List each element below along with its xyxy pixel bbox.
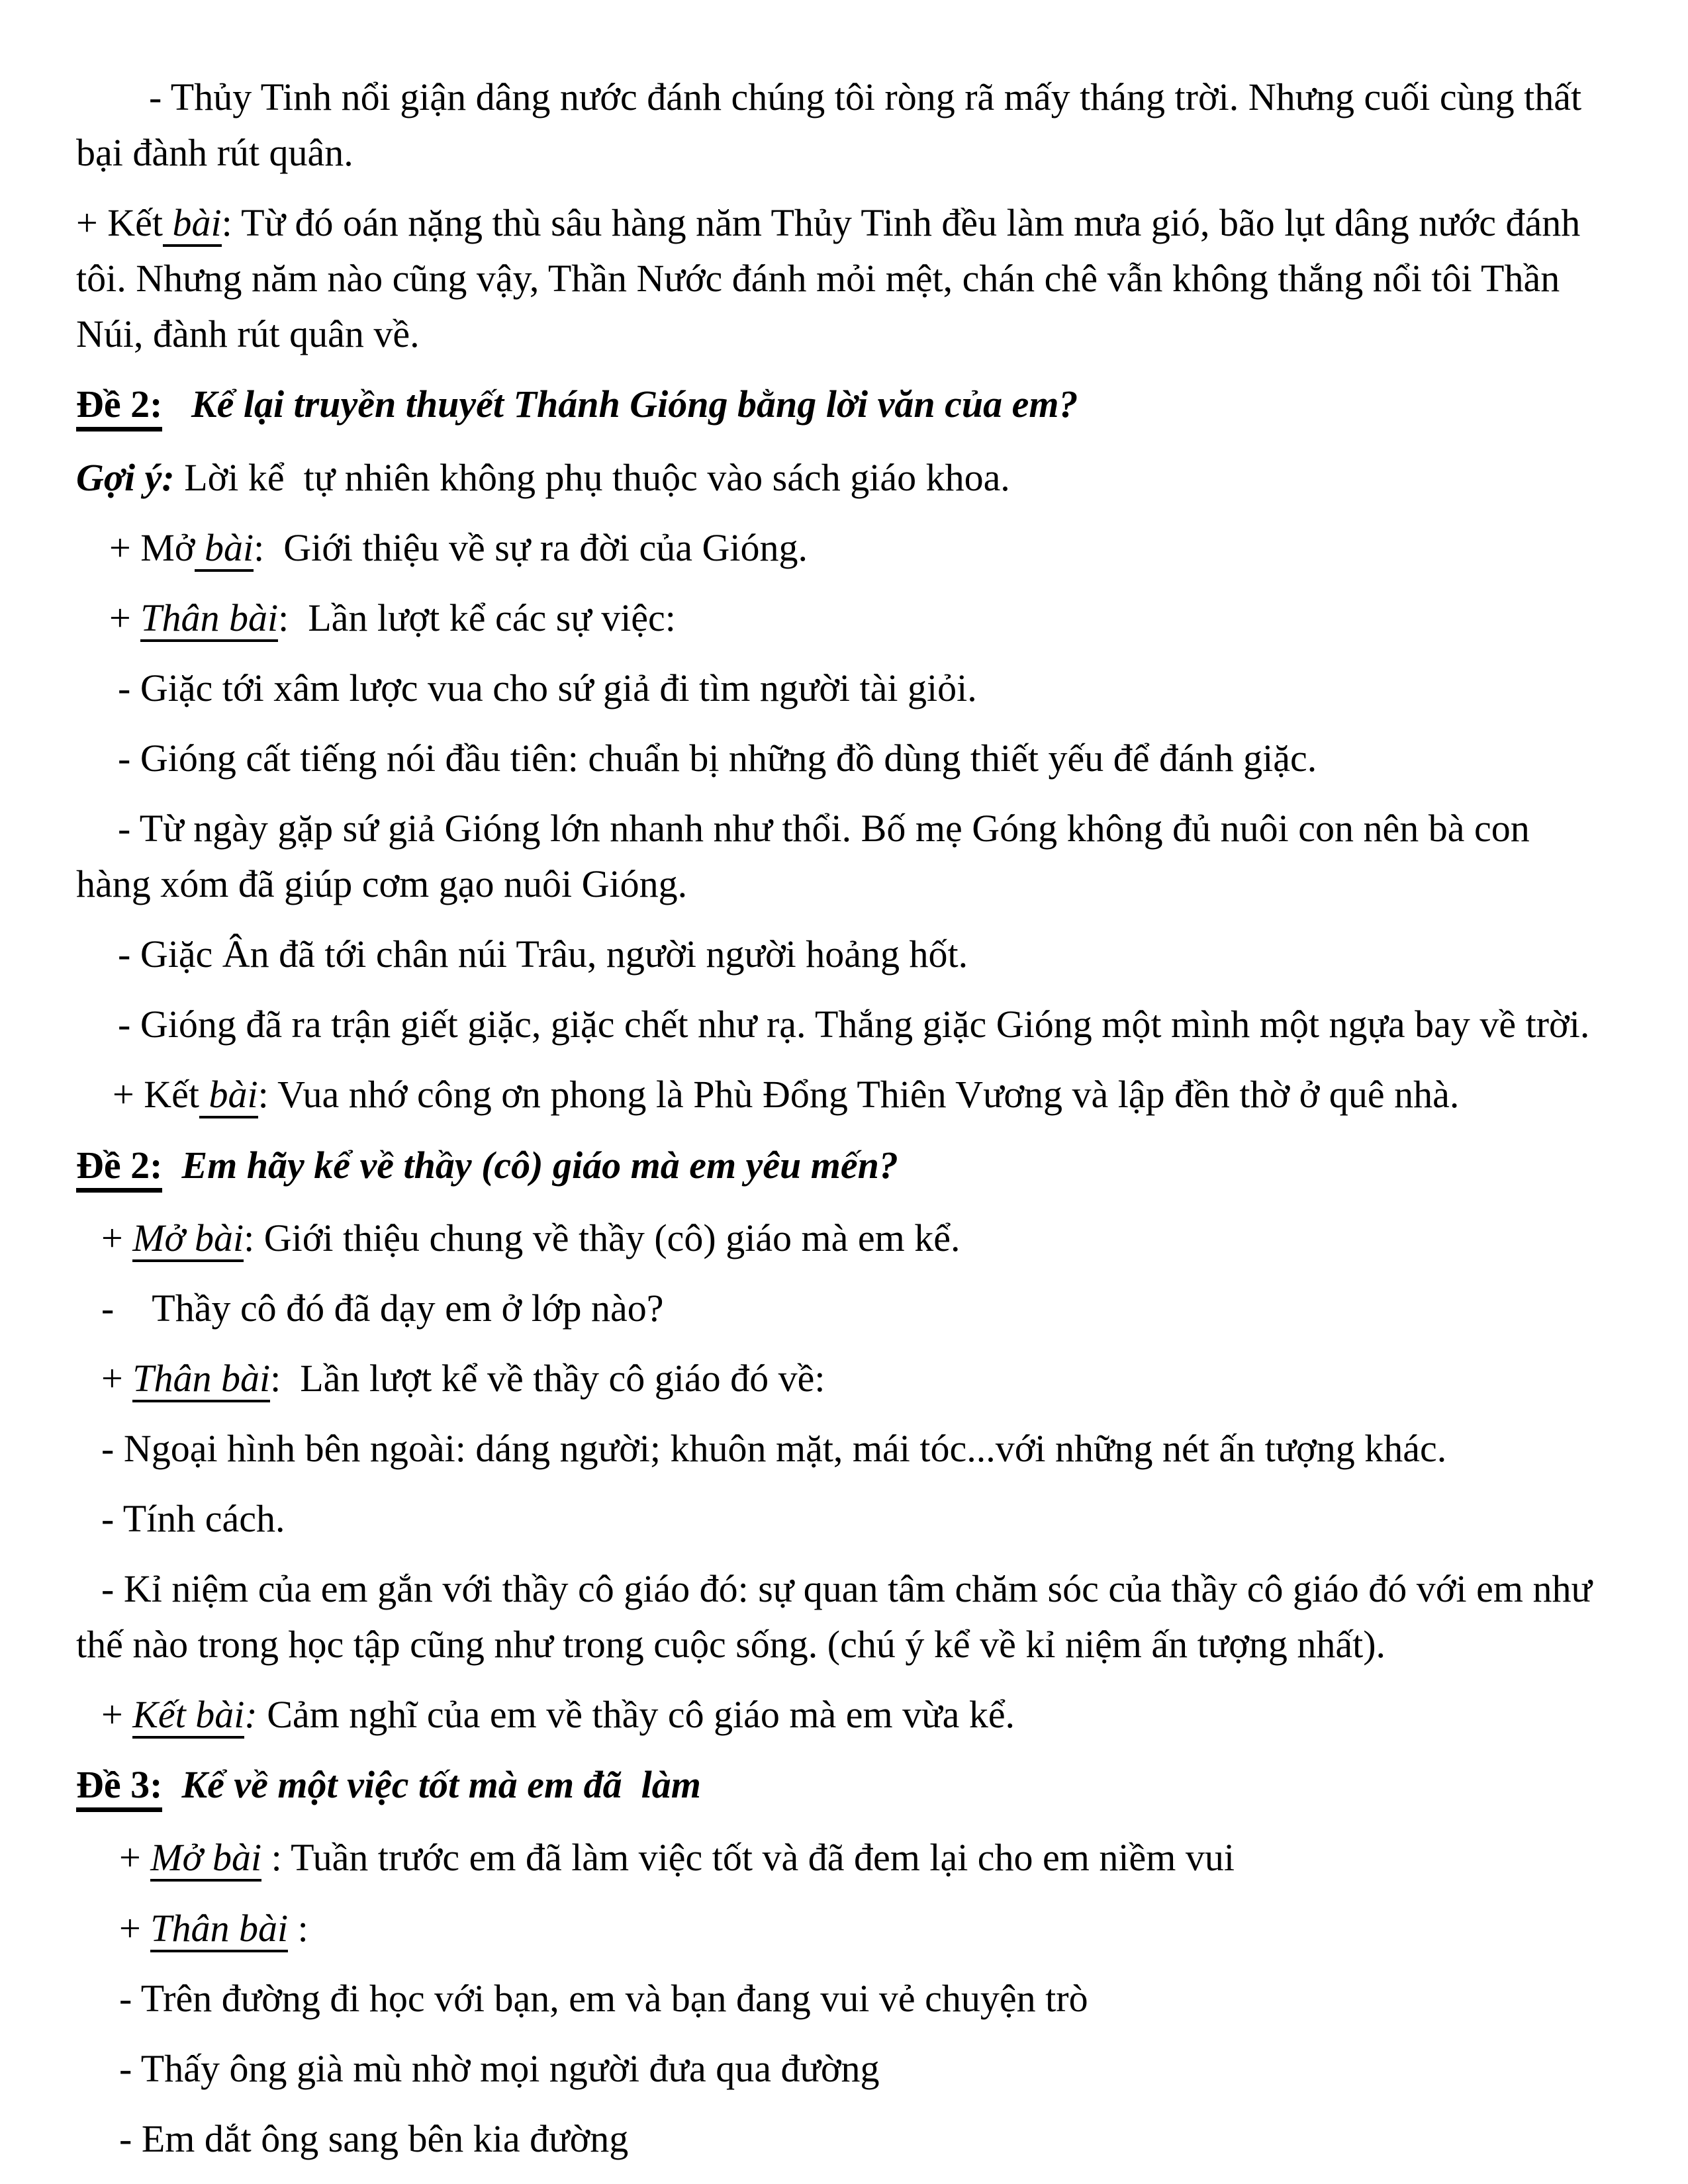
heading-label: Đề 2:	[76, 1144, 162, 1193]
text-run-ket-bai-underlined: Kết bài	[132, 1693, 244, 1739]
heading-title: Kể lại truyền thuyết Thánh Gióng bằng lời văn của em?	[162, 383, 1078, 426]
text-run: - Tính cách.	[101, 1496, 285, 1540]
heading-de-2-thanh-giong	[76, 377, 1610, 432]
text-run: + Kết	[113, 1073, 199, 1116]
text-run: - Từ ngày gặp sứ giả Gióng lớn nhanh như thổi. Bố mẹ Góng không đủ nuôi con nên bà con hàng xóm đã giúp cơm gạo nuôi Gióng.	[76, 807, 1540, 906]
text-run: Cảm nghĩ của em về thầy cô giáo mà em vừa kể.	[257, 1693, 1015, 1737]
text-run-than-bai-underlined: Thân bài	[132, 1357, 270, 1402]
list-item-ngoai-hinh	[76, 1421, 1610, 1477]
paragraph-mo-bai-viec-tot	[76, 1830, 1610, 1886]
heading-title: Em hãy kể về thầy (cô) giáo mà em yêu mến?	[162, 1143, 898, 1187]
list-item-giong-ra-tran	[76, 997, 1610, 1052]
text-run-bai-underlined: bài	[163, 201, 222, 247]
list-item-giac-toi	[76, 660, 1610, 716]
text-run: +	[101, 1356, 133, 1400]
text-run-mo-bai-underlined: Mở bài	[150, 1836, 261, 1882]
text-run: : Tuần trước em đã làm việc tốt và đã đem lại cho em niềm vui	[261, 1836, 1235, 1880]
paragraph-ket-bai-giong	[76, 1067, 1610, 1122]
text-run: - Thủy Tinh nổi giận dâng nước đánh chúng tôi ròng rã mấy tháng trời. Nhưng cuối cùng thất bại đành rút quân.	[76, 75, 1591, 175]
paragraph-than-bai-giong	[76, 590, 1610, 646]
text-run: +	[109, 596, 141, 639]
text-run: :	[288, 1906, 308, 1950]
paragraph-goi-y	[76, 450, 1610, 506]
text-run: - Giặc Ân đã tới chân núi Trâu, người người hoảng hốt.	[118, 933, 968, 976]
text-run: - Gióng đã ra trận giết giặc, giặc chết như rạ. Thắng giặc Gióng một mình một ngựa bay về trời.	[118, 1003, 1590, 1046]
heading-title: Kể về một việc tốt mà em đã làm	[162, 1763, 701, 1807]
text-run: + Kết	[76, 201, 163, 245]
text-run: :	[244, 1693, 258, 1737]
text-run: Lời kể tự nhiên không phụ thuộc vào sách giáo khoa.	[174, 455, 1010, 499]
goi-y-label: Gợi ý:	[76, 455, 175, 499]
text-run: : Từ đó oán nặng thù sâu hàng năm Thủy Tinh đều làm mưa gió, bão lụt dâng nước đánh tôi. Nhưng năm nào cũng vậy, Thần Nước đánh mỏi mệt, chán chê vẫn không thắng nổi tôi Thần Núi, đành rút quân về.	[76, 201, 1590, 356]
text-run: +	[101, 1693, 133, 1737]
text-run: +	[119, 1836, 151, 1880]
text-run-than-bai-underlined: Thân bài	[150, 1907, 288, 1952]
text-run: : Vua nhớ công ơn phong là Phù Đổng Thiên Vương và lập đền thờ ở quê nhà.	[258, 1073, 1460, 1116]
list-item-thay-ong-gia-mu	[76, 2041, 1610, 2097]
text-run: +	[119, 1906, 151, 1950]
text-run: + Mở	[109, 525, 195, 569]
text-run-than-bai-underlined: Thân bài	[140, 596, 278, 642]
list-item-em-dat-ong	[76, 2111, 1610, 2167]
list-item-giong-cat-tieng	[76, 731, 1610, 786]
list-item-thay-co-day-lop-nao	[76, 1281, 1610, 1336]
list-item-tren-duong-di-hoc	[76, 1971, 1610, 2026]
paragraph-than-bai-thay-co	[76, 1351, 1610, 1406]
text-run: : Giới thiệu về sự ra đời của Gióng.	[254, 525, 808, 569]
text-run: - Ngoại hình bên ngoài: dáng người; khuôn mặt, mái tóc...với những nét ấn tượng khác.	[101, 1426, 1447, 1470]
paragraph-mo-bai-giong	[76, 520, 1610, 576]
text-run: - Kỉ niệm của em gắn với thầy cô giáo đó: sự quan tâm chăm sóc của thầy cô giáo đó với em như thế nào trong học tập cũng như trong cuộc sống. (chú ý kể về kỉ niệm ấn tượng nhất).	[76, 1567, 1602, 1666]
paragraph-than-bai-viec-tot	[76, 1901, 1610, 1956]
heading-label: Đề 3:	[76, 1763, 162, 1812]
text-run: - Giặc tới xâm lược vua cho sứ giả đi tìm người tài giỏi.	[118, 666, 977, 709]
list-item-tu-ngay-gap-su-gia	[76, 801, 1610, 912]
heading-de-3-viec-tot	[76, 1757, 1610, 1813]
paragraph-thuy-tinh-retreat	[76, 69, 1610, 181]
heading-de-2-thay-co	[76, 1138, 1610, 1193]
text-run: +	[101, 1216, 133, 1259]
text-run: : Lần lượt kể các sự việc:	[278, 596, 676, 639]
text-run: - Thấy ông già mù nhờ mọi người đưa qua đường	[119, 2046, 880, 2090]
text-run: - Em dắt ông sang bên kia đường	[119, 2116, 629, 2160]
paragraph-ket-bai-thuy-tinh	[76, 195, 1610, 362]
heading-label: Đề 2:	[76, 383, 162, 432]
text-run-bai-underlined: bài	[195, 526, 254, 572]
text-run: : Lần lượt kể về thầy cô giáo đó về:	[270, 1356, 825, 1400]
text-run-bai-underlined: bài	[199, 1073, 258, 1118]
list-item-giac-an	[76, 927, 1610, 982]
paragraph-mo-bai-thay-co	[76, 1210, 1610, 1266]
list-item-ki-niem	[76, 1561, 1610, 1672]
text-run: : Giới thiệu chung về thầy (cô) giáo mà em kể.	[244, 1216, 961, 1259]
text-run: - Gióng cất tiếng nói đầu tiên: chuẩn bị những đồ dùng thiết yếu để đánh giặc.	[118, 736, 1317, 780]
text-run: - Trên đường đi học với bạn, em và bạn đang vui vẻ chuyện trò	[119, 1976, 1088, 2020]
text-run-mo-bai-underlined: Mở bài	[132, 1216, 244, 1262]
paragraph-ket-bai-thay-co	[76, 1687, 1610, 1743]
text-run: - Thầy cô đó đã dạy em ở lớp nào?	[101, 1286, 664, 1330]
list-item-tinh-cach	[76, 1491, 1610, 1547]
